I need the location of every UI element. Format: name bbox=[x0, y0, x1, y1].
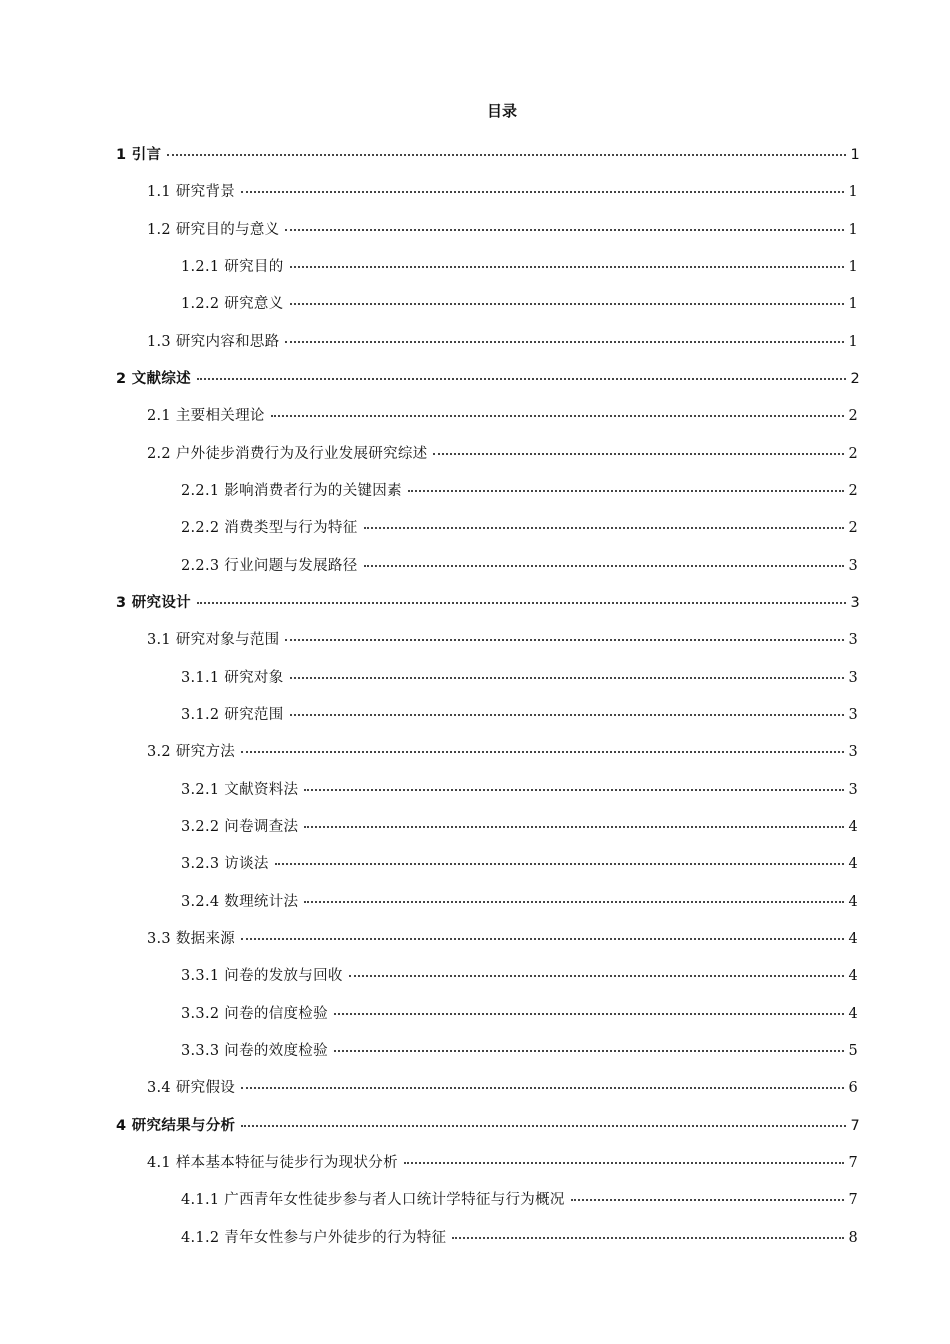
toc-entry-title: 3.2 研究方法 bbox=[147, 744, 236, 761]
toc-entry-title: 3.3.1 问卷的发放与回收 bbox=[181, 968, 343, 985]
toc-entry[interactable] bbox=[147, 628, 858, 650]
toc-entry-title: 1.1 研究背景 bbox=[147, 184, 236, 201]
toc-entry-page-number: 3 bbox=[848, 744, 858, 761]
toc-entry-page-number: 3 bbox=[848, 781, 858, 798]
toc-entry-title: 3.2.1 文献资料法 bbox=[181, 781, 299, 798]
toc-entry-page-number: 2 bbox=[848, 408, 858, 425]
toc-entry[interactable] bbox=[147, 1151, 858, 1173]
dot-leader bbox=[241, 1073, 844, 1089]
dot-leader bbox=[304, 812, 844, 828]
toc-entry-page-number: 2 bbox=[850, 370, 860, 387]
toc-entry-page-number: 1 bbox=[850, 147, 860, 163]
dot-leader bbox=[197, 364, 846, 380]
toc-entry-title: 3.4 研究假设 bbox=[147, 1080, 236, 1097]
toc-entry[interactable] bbox=[181, 554, 858, 576]
toc-entry-page-number: 4 bbox=[848, 1005, 858, 1022]
toc-entry-page-number: 7 bbox=[850, 1117, 860, 1134]
dot-leader bbox=[290, 700, 844, 716]
toc-entry-title: 4 研究结果与分析 bbox=[116, 1117, 236, 1134]
toc-entry[interactable] bbox=[147, 218, 858, 240]
toc-entry[interactable] bbox=[181, 778, 858, 800]
toc-entry-page-number: 1 bbox=[848, 184, 858, 201]
toc-entry[interactable] bbox=[181, 479, 858, 501]
toc-entry-title: 3 研究设计 bbox=[116, 594, 191, 611]
toc-entry[interactable] bbox=[181, 1039, 858, 1061]
toc-entry[interactable] bbox=[116, 367, 858, 389]
toc-entry-page-number: 4 bbox=[848, 893, 858, 910]
dot-leader bbox=[167, 140, 846, 156]
toc-entry-page-number: 3 bbox=[848, 706, 858, 723]
dot-leader bbox=[241, 177, 844, 193]
dot-leader bbox=[334, 1036, 844, 1052]
toc-entry-title: 1 引言 bbox=[116, 147, 162, 163]
dot-leader bbox=[290, 252, 844, 268]
toc-entry-page-number: 3 bbox=[848, 669, 858, 686]
toc-entry[interactable] bbox=[181, 964, 858, 986]
toc-entry[interactable] bbox=[181, 1188, 858, 1210]
toc-entry[interactable] bbox=[181, 1002, 858, 1024]
dot-leader bbox=[271, 401, 844, 417]
dot-leader bbox=[452, 1223, 844, 1239]
toc-entry-title: 4.1.2 青年女性参与户外徒步的行为特征 bbox=[181, 1229, 447, 1246]
toc-entry-page-number: 1 bbox=[848, 221, 858, 238]
toc-entry[interactable] bbox=[181, 852, 858, 874]
toc-entry-page-number: 2 bbox=[848, 482, 858, 499]
toc-entry[interactable] bbox=[181, 1226, 858, 1248]
toc-entry-page-number: 4 bbox=[848, 968, 858, 985]
toc-entry-title: 2.2.2 消费类型与行为特征 bbox=[181, 520, 358, 537]
toc-entry-page-number: 1 bbox=[848, 258, 858, 275]
toc-entry[interactable] bbox=[181, 292, 858, 314]
toc-entry-title: 3.1.1 研究对象 bbox=[181, 669, 284, 686]
toc-entry-page-number: 7 bbox=[848, 1154, 858, 1171]
toc-entry-page-number: 4 bbox=[848, 856, 858, 873]
dot-leader bbox=[404, 1148, 844, 1164]
toc-entry-title: 2.2.3 行业问题与发展路径 bbox=[181, 557, 358, 574]
toc-entry[interactable] bbox=[181, 666, 858, 688]
dot-leader bbox=[349, 961, 844, 977]
toc-entry-page-number: 3 bbox=[850, 594, 860, 611]
dot-leader bbox=[275, 849, 844, 865]
toc-entry[interactable] bbox=[181, 890, 858, 912]
toc-entry-title: 3.2.2 问卷调查法 bbox=[181, 818, 299, 835]
dot-leader bbox=[241, 737, 844, 753]
toc-entry-page-number: 2 bbox=[848, 520, 858, 537]
toc-entry[interactable] bbox=[181, 516, 858, 538]
toc-entry-title: 2 文献综述 bbox=[116, 370, 191, 387]
toc-entry-title: 2.2.1 影响消费者行为的关键因素 bbox=[181, 482, 402, 499]
toc-entry-page-number: 4 bbox=[848, 930, 858, 947]
toc-entry-page-number: 4 bbox=[848, 818, 858, 835]
dot-leader bbox=[241, 1111, 846, 1127]
toc-entry[interactable] bbox=[147, 404, 858, 426]
toc-entry[interactable] bbox=[181, 255, 858, 277]
toc-entry-title: 1.2.2 研究意义 bbox=[181, 296, 284, 313]
dot-leader bbox=[408, 476, 844, 492]
toc-entry-page-number: 3 bbox=[848, 557, 858, 574]
toc-entry-title: 1.2.1 研究目的 bbox=[181, 258, 284, 275]
toc-entry[interactable] bbox=[116, 591, 858, 613]
dot-leader bbox=[285, 327, 844, 343]
dot-leader bbox=[433, 439, 844, 455]
toc-entry-title: 3.2.4 数理统计法 bbox=[181, 893, 299, 910]
toc-entry-title: 1.2 研究目的与意义 bbox=[147, 221, 280, 238]
dot-leader bbox=[241, 924, 844, 940]
dot-leader bbox=[290, 663, 844, 679]
toc-entry[interactable] bbox=[147, 740, 858, 762]
toc-entry[interactable] bbox=[147, 927, 858, 949]
toc-entry-page-number: 6 bbox=[848, 1080, 858, 1097]
dot-leader bbox=[285, 215, 844, 231]
dot-leader bbox=[304, 775, 844, 791]
dot-leader bbox=[364, 551, 844, 567]
toc-entry-title: 3.3.2 问卷的信度检验 bbox=[181, 1005, 328, 1022]
toc-entry[interactable] bbox=[147, 180, 858, 202]
toc-entry[interactable] bbox=[181, 703, 858, 725]
toc-entry-title: 3.1.2 研究范围 bbox=[181, 706, 284, 723]
toc-entry[interactable] bbox=[116, 1114, 858, 1136]
toc-entry-title: 3.2.3 访谈法 bbox=[181, 856, 269, 873]
dot-leader bbox=[290, 289, 844, 305]
dot-leader bbox=[285, 625, 844, 641]
dot-leader bbox=[197, 588, 846, 604]
toc-entry[interactable] bbox=[147, 442, 858, 464]
toc-entry-page-number: 2 bbox=[848, 445, 858, 462]
toc-entry-page-number: 1 bbox=[848, 333, 858, 350]
toc-entry-page-number: 7 bbox=[848, 1192, 858, 1209]
toc-entry[interactable] bbox=[147, 330, 858, 352]
toc-entry-title: 4.1 样本基本特征与徒步行为现状分析 bbox=[147, 1154, 398, 1171]
dot-leader bbox=[571, 1185, 844, 1201]
toc-entry-page-number: 3 bbox=[848, 632, 858, 649]
toc-entry-title: 2.1 主要相关理论 bbox=[147, 408, 265, 425]
toc-entry[interactable] bbox=[181, 815, 858, 837]
toc-entry-title: 3.3.3 问卷的效度检验 bbox=[181, 1042, 328, 1059]
toc-entry[interactable] bbox=[116, 143, 858, 165]
toc-entry-page-number: 8 bbox=[848, 1229, 858, 1246]
dot-leader bbox=[304, 887, 844, 903]
toc-entry-title: 4.1.1 广西青年女性徒步参与者人口统计学特征与行为概况 bbox=[181, 1192, 565, 1209]
toc-entry-title: 3.1 研究对象与范围 bbox=[147, 632, 280, 649]
toc-entry[interactable] bbox=[147, 1076, 858, 1098]
dot-leader bbox=[334, 999, 844, 1015]
toc-entry-page-number: 5 bbox=[848, 1042, 858, 1059]
toc-title: 目录 bbox=[486, 102, 517, 120]
toc-entry-page-number: 1 bbox=[848, 296, 858, 313]
toc-entry-title: 1.3 研究内容和思路 bbox=[147, 333, 280, 350]
dot-leader bbox=[364, 513, 844, 529]
toc-entry-title: 2.2 户外徒步消费行为及行业发展研究综述 bbox=[147, 445, 428, 462]
toc-entry-title: 3.3 数据来源 bbox=[147, 930, 236, 947]
